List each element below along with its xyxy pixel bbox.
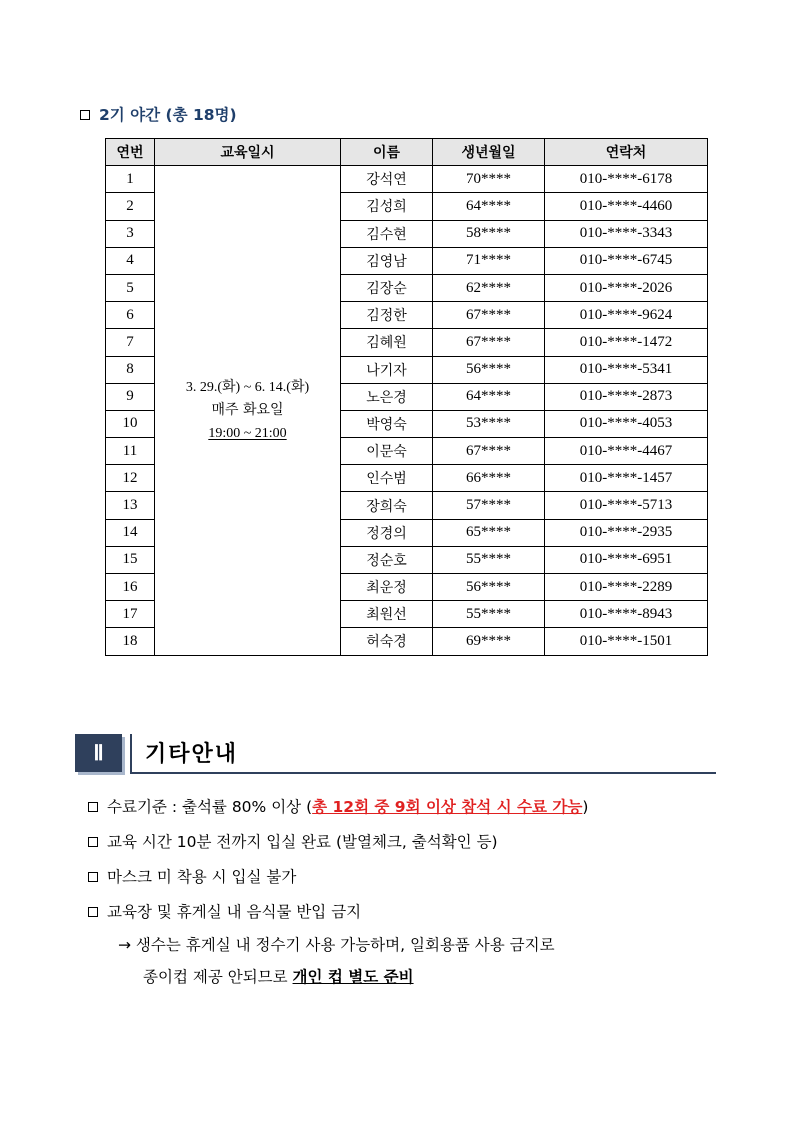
schedule-cell [155,166,341,655]
row-name: 최원선 [341,601,433,628]
bring-cup-emphasis: 개인 컵 별도 준비 [292,968,414,986]
heading-underline [130,772,716,774]
notice-criteria [88,797,728,832]
food-text: 교육장 및 휴게실 내 음식물 반입 금지 [107,903,362,921]
row-birth: 69**** [433,628,545,655]
row-name: 장희숙 [341,492,433,519]
row-name: 박영숙 [341,410,433,437]
schedule-time: 19:00 ~ 21:00 [208,425,287,441]
row-birth: 55**** [433,601,545,628]
row-phone: 010-****-1472 [545,329,708,356]
row-phone: 010-****-9624 [545,302,708,329]
row-phone: 010-****-8943 [545,601,708,628]
row-phone: 010-****-6178 [545,166,708,193]
row-phone: 010-****-6745 [545,247,708,274]
other-info-heading [75,734,716,774]
row-name: 정순호 [341,546,433,573]
checkbox-bullet [88,837,98,847]
row-birth: 53**** [433,410,545,437]
row-birth: 57**** [433,492,545,519]
table-header-row [106,139,708,166]
notice-food [88,902,728,937]
row-birth: 67**** [433,329,545,356]
row-number: 6 [106,302,155,329]
criteria-text: 수료기준 : 출석률 80% 이상 ( [107,798,313,816]
section-number-badge: Ⅱ [75,734,122,772]
header-name: 이름 [341,139,433,166]
row-number: 16 [106,574,155,601]
row-phone: 010-****-6951 [545,546,708,573]
schedule-day: 매주 화요일 [211,401,284,418]
row-name: 김영남 [341,247,433,274]
criteria-highlight: 총 12회 중 9회 이상 참석 시 수료 가능 [312,798,583,816]
checkbox-bullet [88,802,98,812]
table-body [106,166,708,655]
header-schedule: 교육일시 [155,139,341,166]
water-note-text: 종이컵 제공 안되므로 [143,968,293,986]
mask-text: 마스크 미 착용 시 입실 불가 [107,868,297,886]
row-phone: 010-****-1457 [545,465,708,492]
row-name: 인수범 [341,465,433,492]
row-birth: 66**** [433,465,545,492]
row-number: 4 [106,247,155,274]
row-birth: 67**** [433,302,545,329]
row-number: 17 [106,601,155,628]
schedule-dates: 3. 29.(화) ~ 6. 14.(화) [185,379,310,395]
notice-list [88,797,728,937]
section-title: 2기 야간 (총 18명) [99,106,237,124]
row-name: 김혜원 [341,329,433,356]
row-birth: 55**** [433,546,545,573]
row-birth: 70**** [433,166,545,193]
row-birth: 71**** [433,247,545,274]
row-phone: 010-****-3343 [545,220,708,247]
row-name: 강석연 [341,166,433,193]
row-number: 14 [106,519,155,546]
criteria-close: ) [582,798,589,816]
row-name: 최운정 [341,574,433,601]
row-phone: 010-****-2935 [545,519,708,546]
section-heading [80,103,237,125]
row-number: 10 [106,410,155,437]
row-name: 김정한 [341,302,433,329]
row-birth: 56**** [433,356,545,383]
heading-divider [130,734,132,772]
row-name: 이문숙 [341,438,433,465]
row-phone: 010-****-1501 [545,628,708,655]
row-phone: 010-****-4460 [545,193,708,220]
row-birth: 62**** [433,274,545,301]
row-birth: 65**** [433,519,545,546]
row-number: 9 [106,383,155,410]
row-birth: 58**** [433,220,545,247]
row-birth: 64**** [433,383,545,410]
row-name: 나기자 [341,356,433,383]
row-number: 2 [106,193,155,220]
row-number: 15 [106,546,155,573]
row-phone: 010-****-5713 [545,492,708,519]
row-phone: 010-****-4467 [545,438,708,465]
row-birth: 56**** [433,574,545,601]
row-phone: 010-****-5341 [545,356,708,383]
row-number: 13 [106,492,155,519]
roster-table [105,138,708,656]
row-name: 정경의 [341,519,433,546]
row-birth: 64**** [433,193,545,220]
row-birth: 67**** [433,438,545,465]
row-number: 18 [106,628,155,655]
checkbox-bullet [80,110,90,120]
water-note-line2 [143,967,414,987]
row-number: 7 [106,329,155,356]
row-number: 8 [106,356,155,383]
row-name: 노은경 [341,383,433,410]
arrival-text: 교육 시간 10분 전까지 입실 완료 (발열체크, 출석확인 등) [107,833,498,851]
header-no: 연번 [106,139,155,166]
row-phone: 010-****-4053 [545,410,708,437]
row-phone: 010-****-2026 [545,274,708,301]
row-name: 김장순 [341,274,433,301]
row-phone: 010-****-2873 [545,383,708,410]
notice-mask [88,867,728,902]
row-number: 5 [106,274,155,301]
row-phone: 010-****-2289 [545,574,708,601]
table-row [106,166,708,193]
water-note-line1: → 생수는 휴게실 내 정수기 사용 가능하며, 일회용품 사용 금지로 [118,936,555,954]
checkbox-bullet [88,872,98,882]
row-name: 김성희 [341,193,433,220]
other-info-title: 기타안내 [145,742,239,767]
checkbox-bullet [88,907,98,917]
row-name: 김수현 [341,220,433,247]
row-number: 11 [106,438,155,465]
notice-arrival [88,832,728,867]
row-number: 1 [106,166,155,193]
header-phone: 연락처 [545,139,708,166]
row-number: 12 [106,465,155,492]
row-name: 허숙경 [341,628,433,655]
header-birth: 생년월일 [433,139,545,166]
row-number: 3 [106,220,155,247]
